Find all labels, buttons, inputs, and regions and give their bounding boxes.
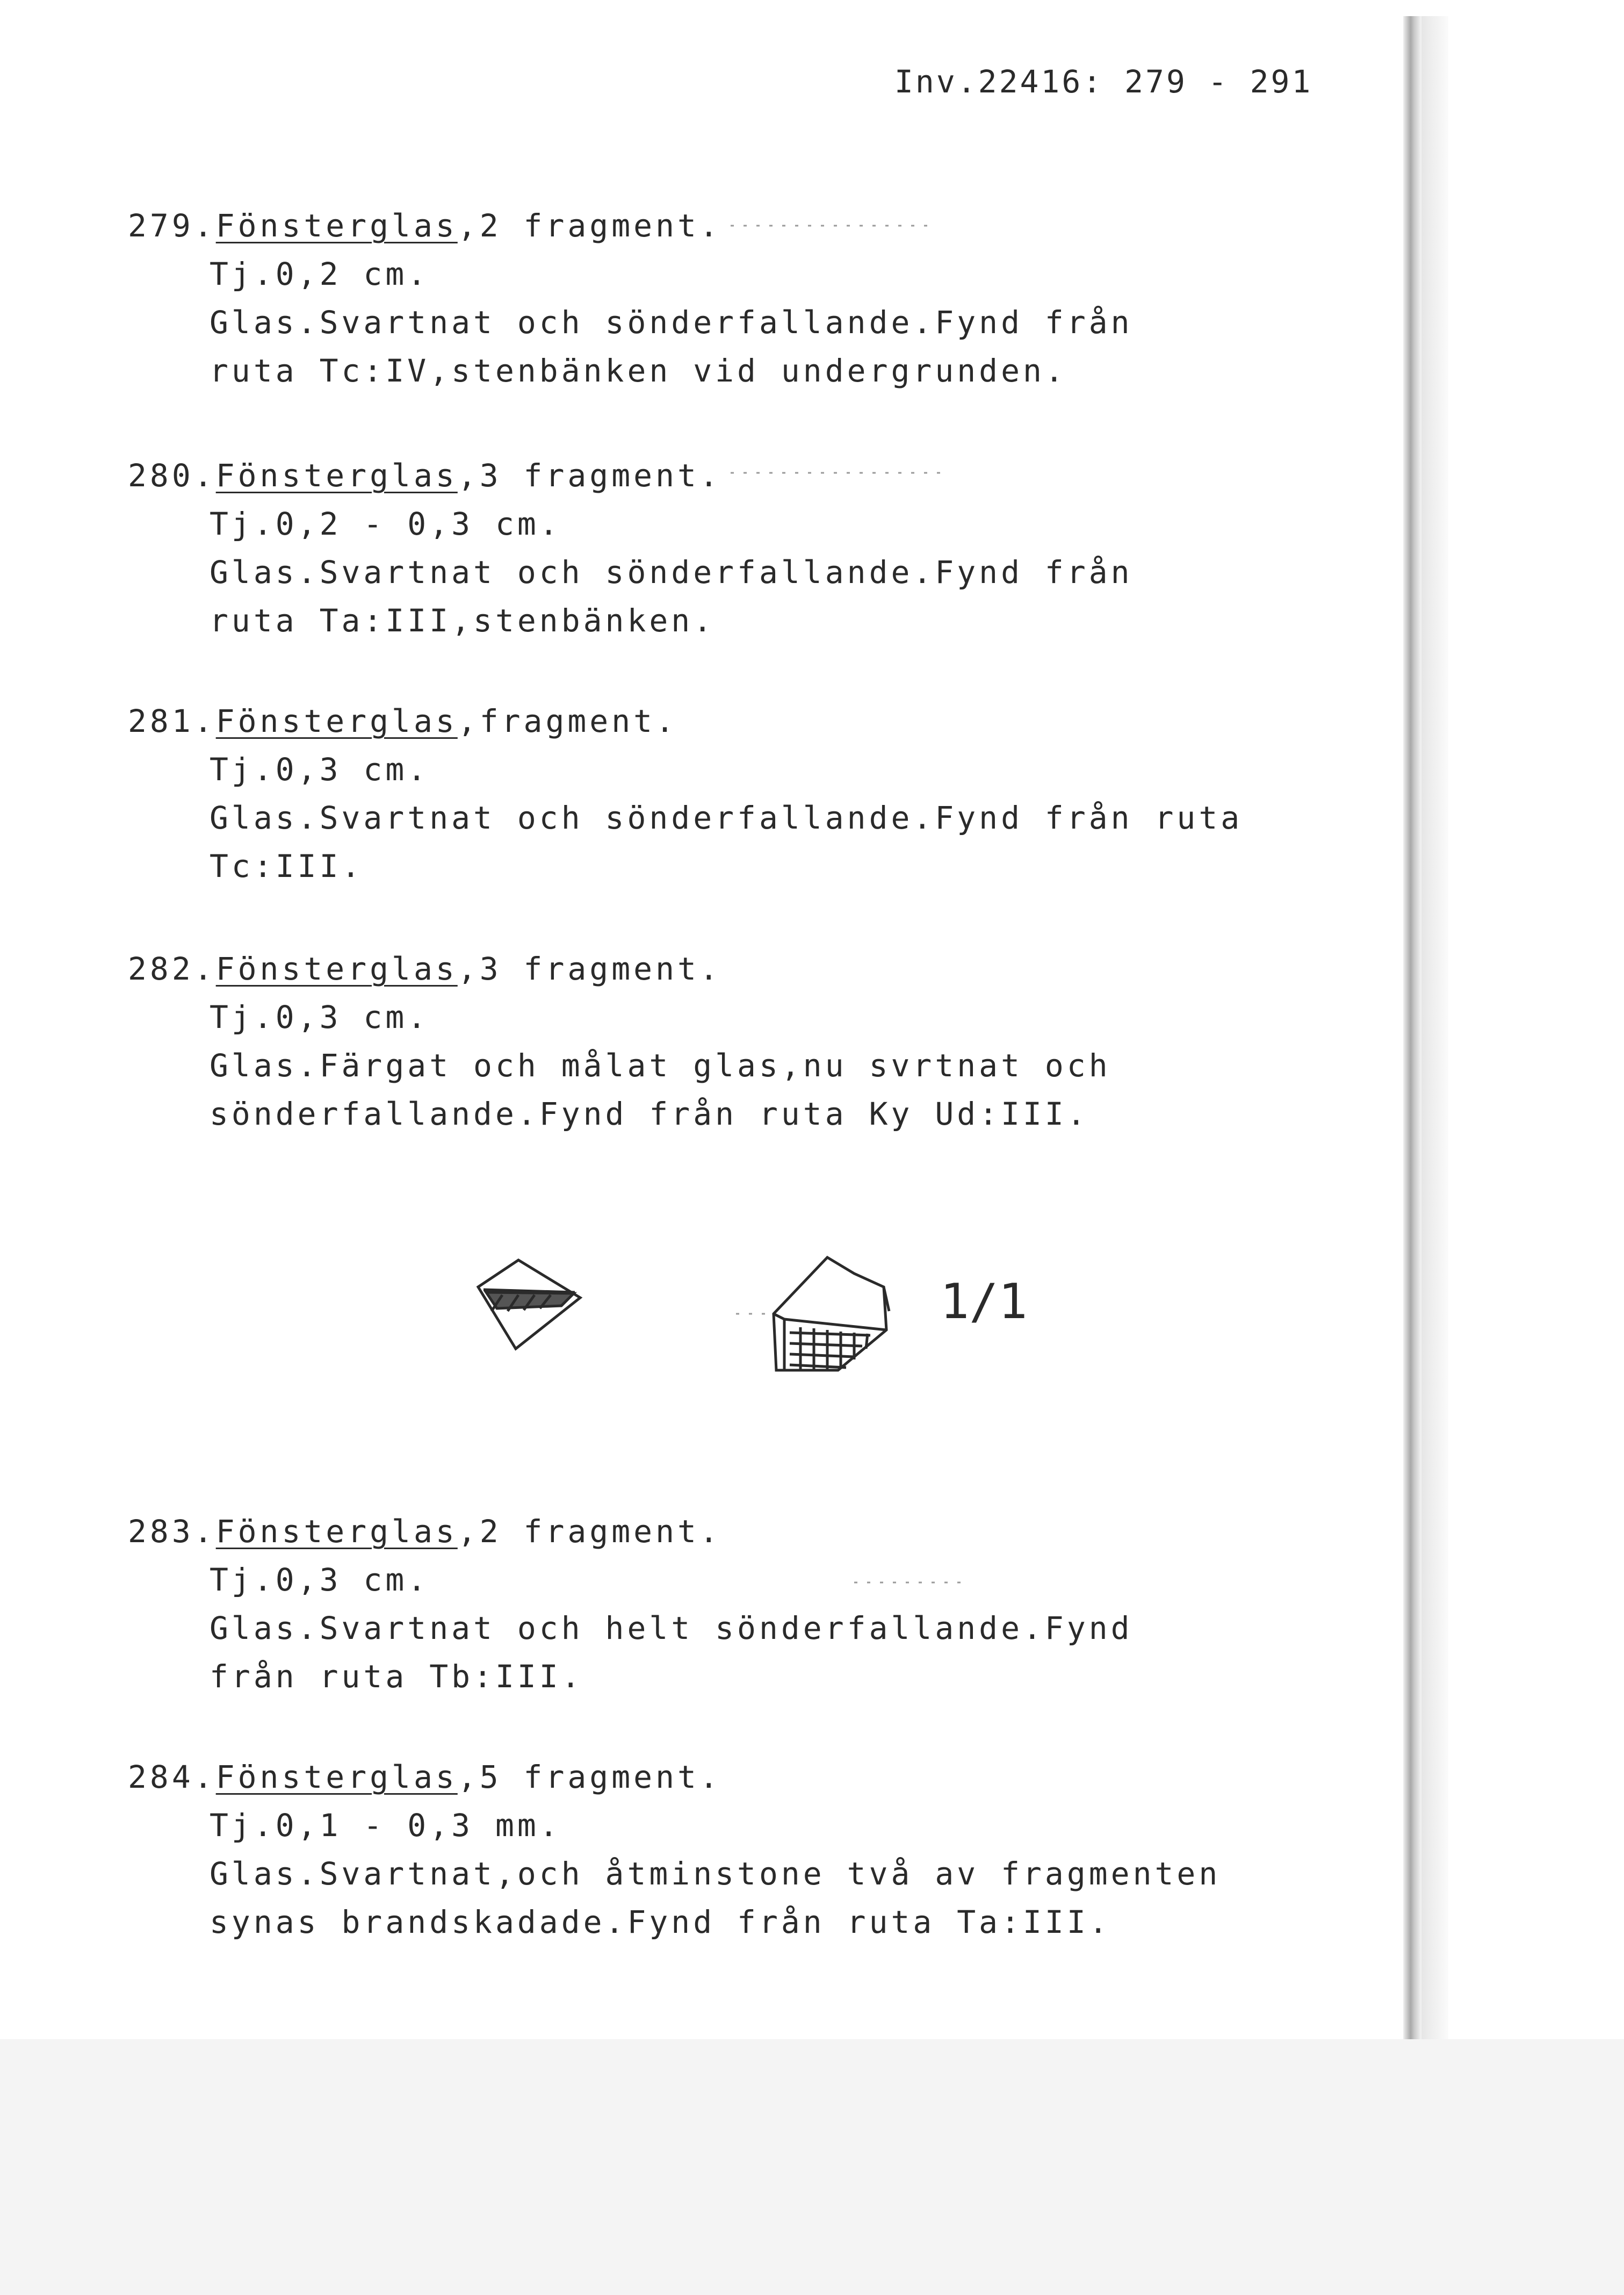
entry-title: Fönsterglas	[215, 1513, 458, 1550]
catalog-entry-284	[128, 1753, 1221, 1946]
scale-mark: 1/1	[940, 1274, 1028, 1330]
entry-count: ,3 fragment.	[457, 457, 721, 494]
entry-description: Glas.Svartnat och sönderfallande.Fynd från	[210, 554, 1133, 591]
entry-find-location: ruta Tc:IV,stenbänken vid undergrunden.	[210, 352, 1067, 389]
entry-thickness: Tj.0,3 cm.	[210, 751, 430, 788]
entry-find-location: Tc:III.	[210, 848, 364, 884]
entry-find-location: synas brandskadade.Fynd från ruta Ta:III.	[210, 1904, 1111, 1940]
entry-find-location: ruta Ta:III,stenbänken.	[210, 602, 716, 639]
entry-thickness: Tj.0,3 cm.	[210, 999, 430, 1035]
entry-description: Glas.Svartnat och sönderfallande.Fynd från ruta	[210, 800, 1243, 836]
inventory-reference: Inv.22416: 279 - 291	[894, 63, 1313, 100]
entry-title: Fönsterglas	[215, 703, 458, 739]
entry-description: Glas.Svartnat och sönderfallande.Fynd från	[210, 304, 1133, 341]
entry-find-location: från ruta Tb:III.	[210, 1658, 583, 1695]
entry-count: ,2 fragment.	[457, 1513, 721, 1550]
catalog-entry-283	[128, 1507, 1133, 1701]
entry-description: Glas.Svartnat och helt sönderfallande.Fynd	[210, 1610, 1133, 1646]
entry-heading	[128, 1753, 1221, 1801]
entry-title: Fönsterglas	[215, 457, 458, 494]
entry-number: 280.	[128, 457, 216, 494]
entry-count: ,fragment.	[457, 703, 677, 739]
entry-title: Fönsterglas	[215, 207, 458, 244]
entry-thickness: Tj.0,2 - 0,3 cm.	[210, 506, 561, 542]
entry-thickness: Tj.0,2 cm.	[210, 256, 430, 292]
entry-number: 282.	[128, 951, 216, 987]
entry-heading	[128, 1507, 1133, 1556]
fragment-sketch-left	[478, 1260, 580, 1349]
entry-description: Glas.Färgat och målat glas,nu svrtnat och	[210, 1047, 1111, 1084]
entry-count: ,5 fragment.	[457, 1759, 721, 1795]
fragment-sketch-right	[774, 1257, 889, 1370]
entry-thickness: Tj.0,3 cm.	[210, 1562, 430, 1598]
entry-number: 279.	[128, 207, 216, 244]
entry-count: ,2 fragment.	[457, 207, 721, 244]
faint-marks	[731, 226, 967, 1582]
entry-number: 283.	[128, 1513, 216, 1550]
entry-find-location: sönderfallande.Fynd från ruta Ky Ud:III.	[210, 1096, 1089, 1132]
entry-title: Fönsterglas	[215, 1759, 458, 1795]
entry-thickness: Tj.0,1 - 0,3 mm.	[210, 1807, 561, 1844]
entry-title: Fönsterglas	[215, 951, 458, 987]
entry-number: 281.	[128, 703, 216, 739]
entry-description: Glas.Svartnat,och åtminstone två av fragmenten	[210, 1855, 1221, 1892]
entry-count: ,3 fragment.	[457, 951, 721, 987]
entry-number: 284.	[128, 1759, 216, 1795]
